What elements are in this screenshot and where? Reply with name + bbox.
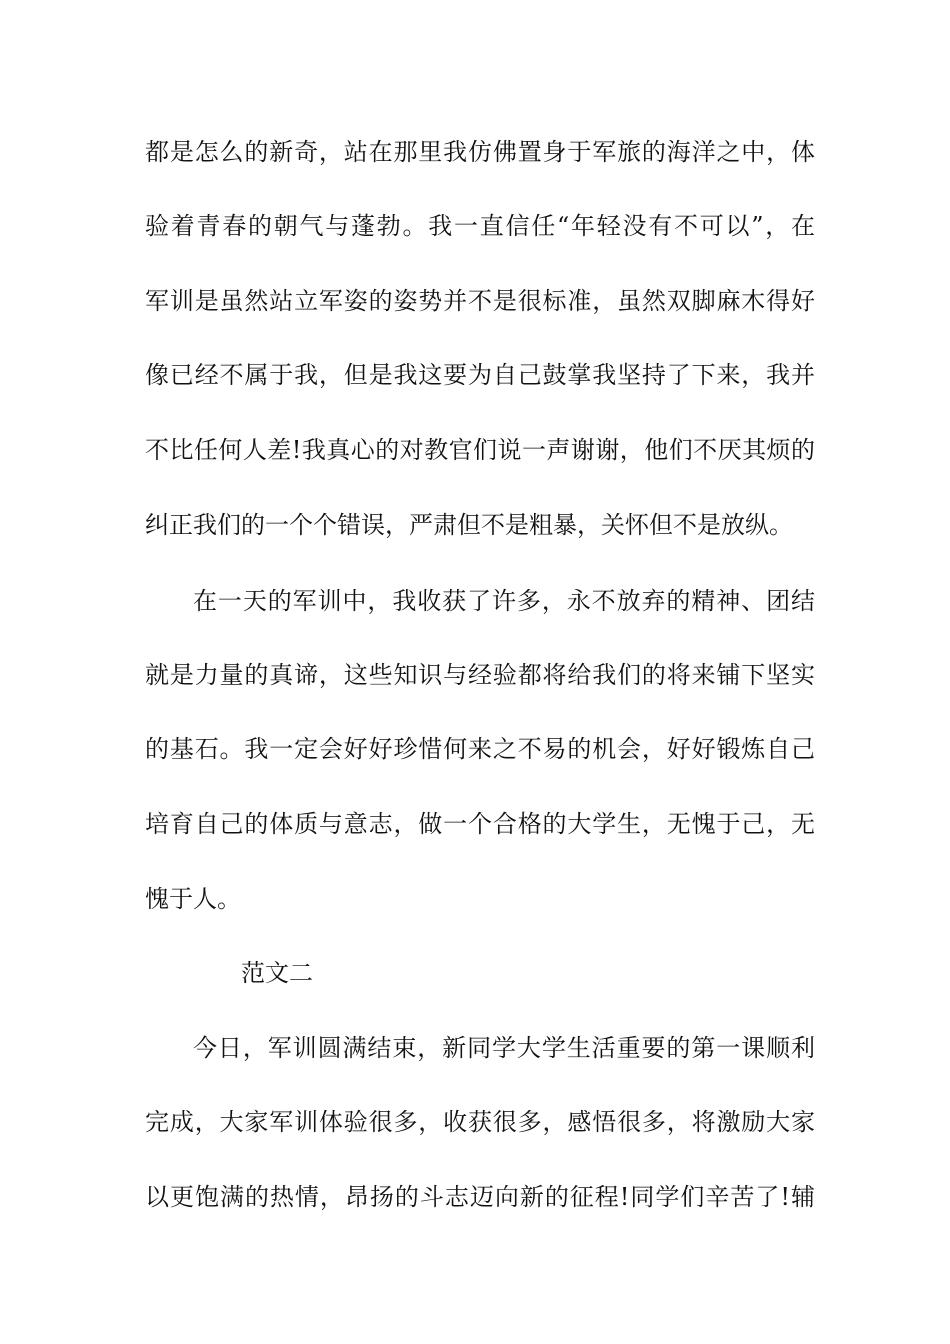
paragraph-line: 完成，大家军训体验很多，收获很多，感悟很多，将激励大家: [145, 1108, 815, 1136]
paragraph-line: 培育自己的体质与意志，做一个合格的大学生，无愧于己，无: [145, 810, 815, 838]
paragraph-line: 像已经不属于我，但是我这要为自己鼓掌我坚持了下来，我并: [145, 361, 815, 389]
paragraph-line: 愧于人。: [145, 885, 241, 913]
paragraph-line: 以更饱满的热情，昂扬的斗志迈向新的征程!同学们辛苦了!辅: [145, 1183, 815, 1211]
paragraph-line: 的基石。我一定会好好珍惜何来之不易的机会，好好锻炼自己: [145, 735, 815, 763]
paragraph-line: 不比任何人差!我真心的对教官们说一声谢谢，他们不厌其烦的: [145, 436, 815, 464]
paragraph-line: 都是怎么的新奇，站在那里我仿佛置身于军旅的海洋之中，体: [145, 138, 815, 166]
section-heading: 范文二: [241, 959, 313, 987]
paragraph-line: 在一天的军训中，我收获了许多，永不放弃的精神、团结: [193, 587, 815, 615]
paragraph-line: 今日，军训圆满结束，新同学大学生活重要的第一课顺利: [193, 1034, 815, 1062]
paragraph-line: 验着青春的朝气与蓬勃。我一直信任“年轻没有不可以”，在: [145, 212, 815, 240]
paragraph-line: 军训是虽然站立军姿的姿势并不是很标准，虽然双脚麻木得好: [145, 287, 815, 315]
paragraph-line: 纠正我们的一个个错误，严肃但不是粗暴，关怀但不是放纵。: [145, 511, 793, 539]
paragraph-line: 就是力量的真谛，这些知识与经验都将给我们的将来铺下坚实: [145, 661, 815, 689]
